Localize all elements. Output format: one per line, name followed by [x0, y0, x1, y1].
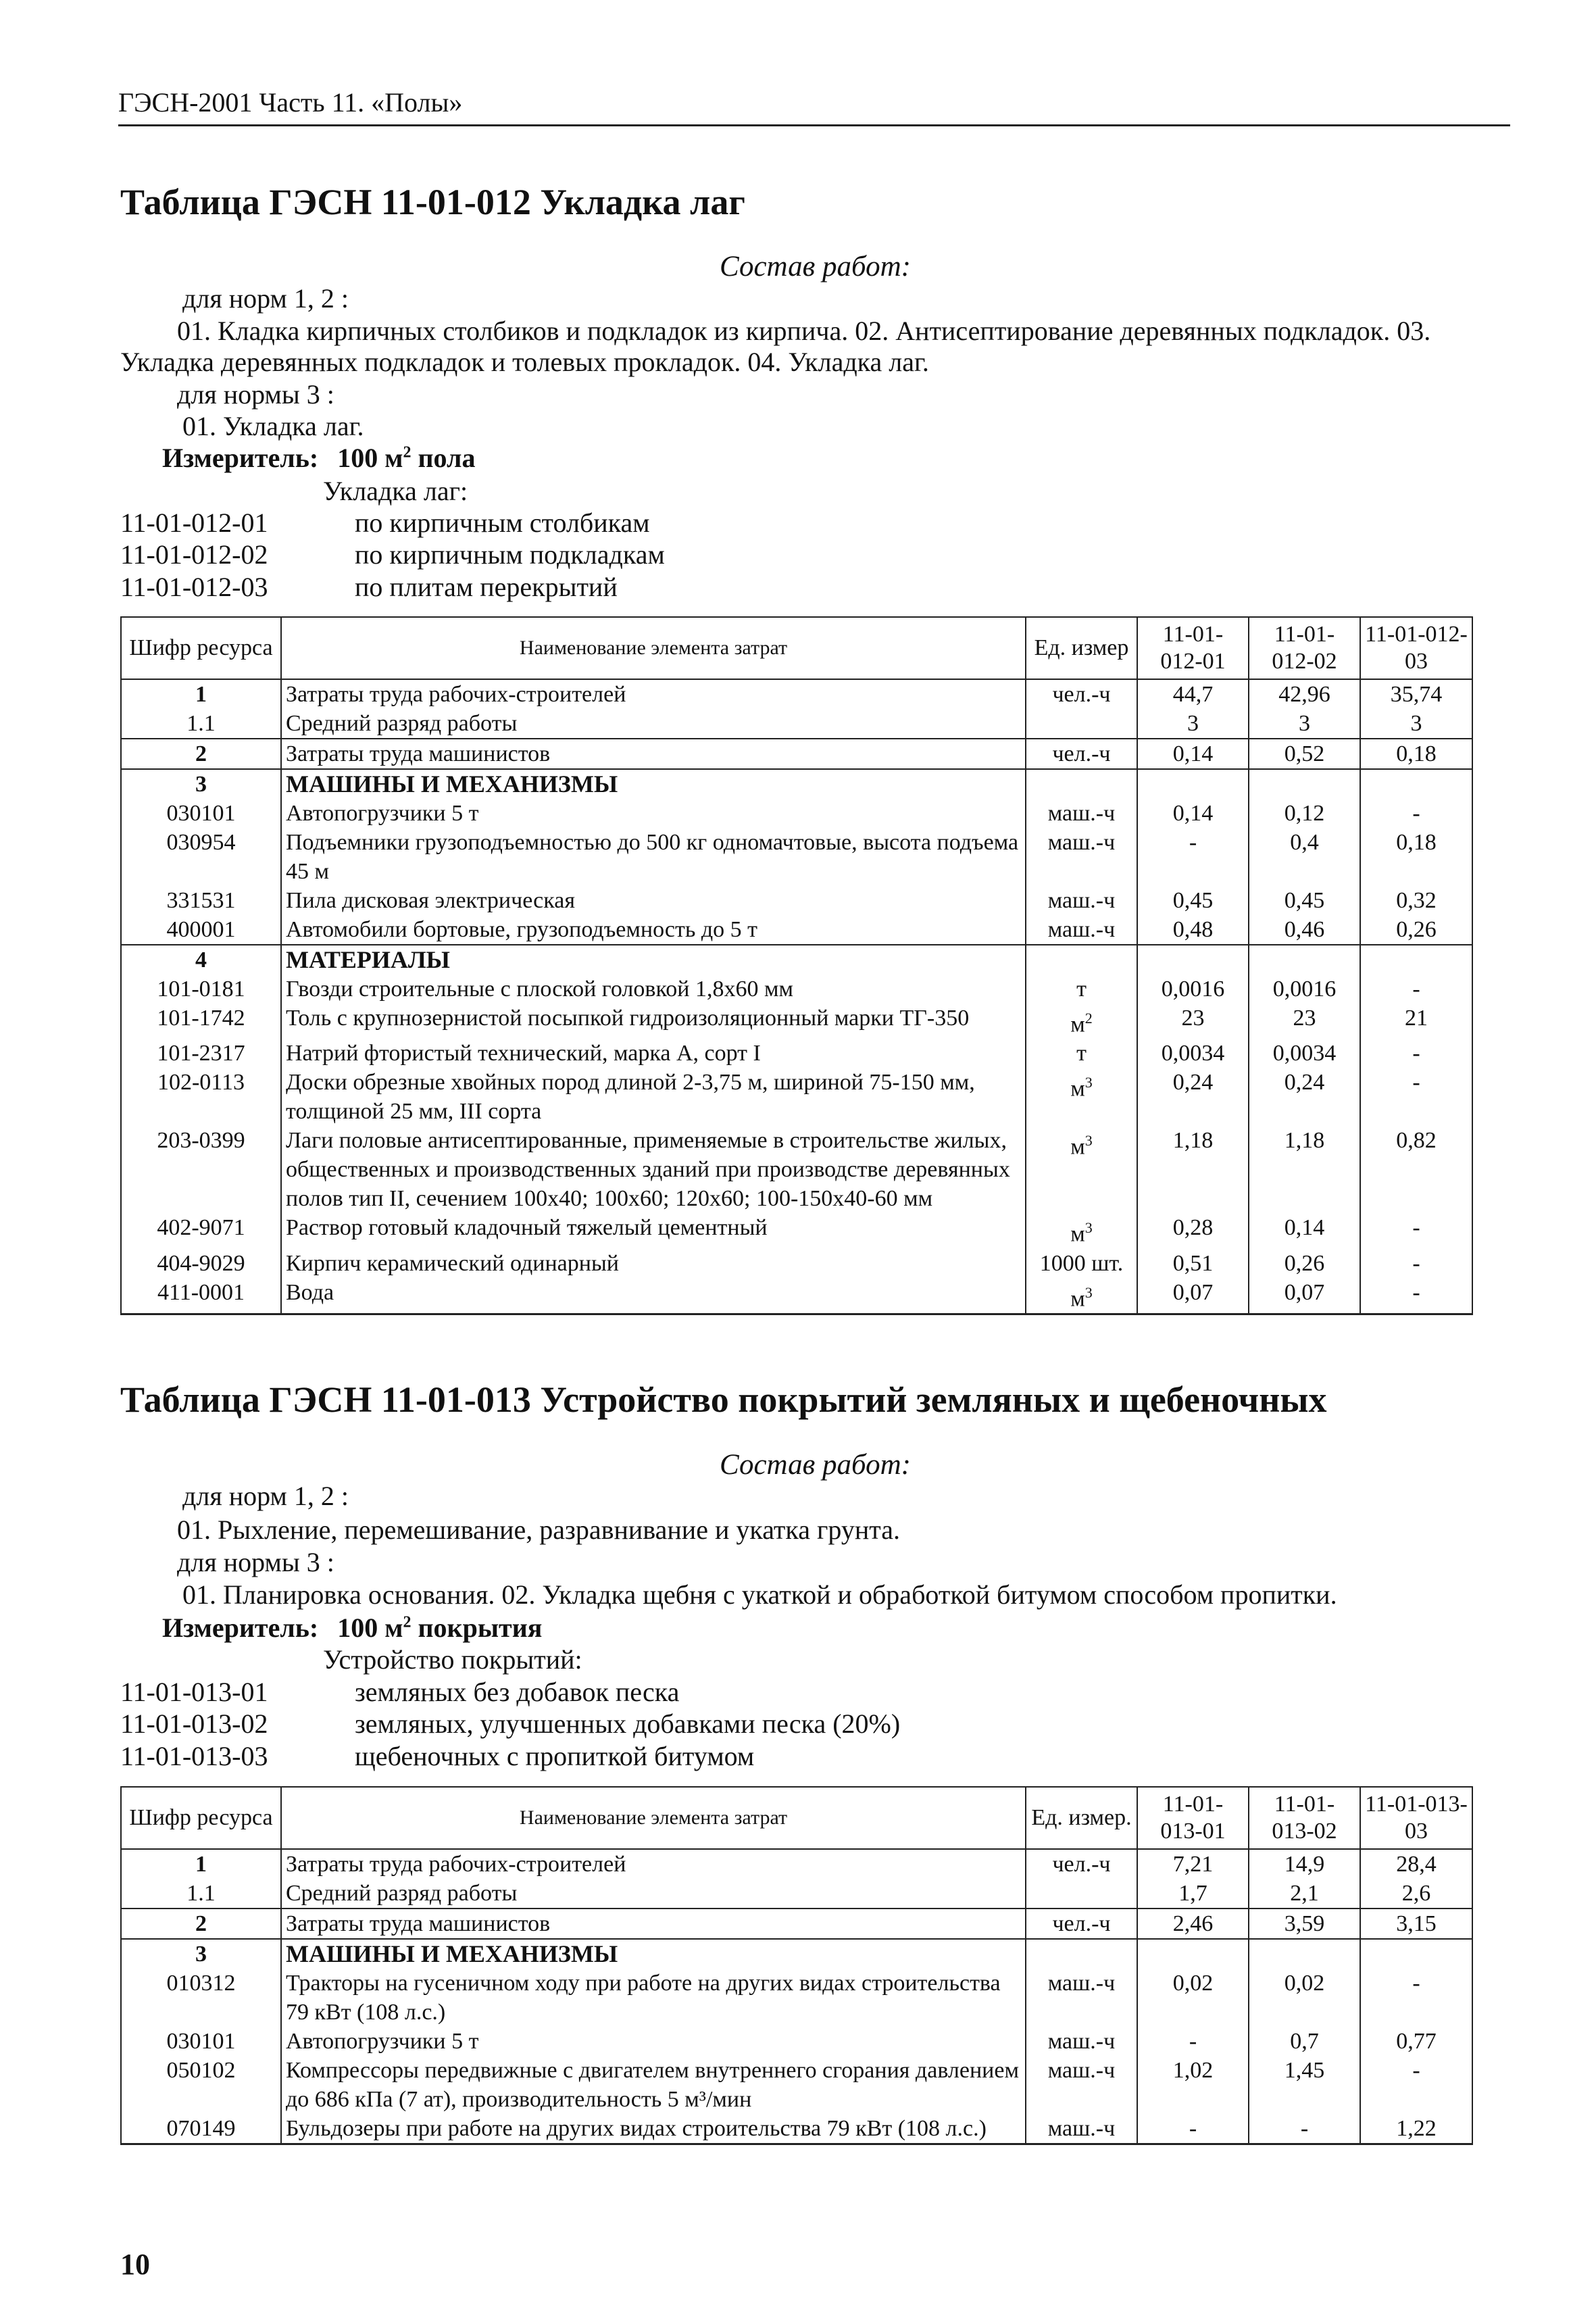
cell-norm-value: 0,26: [1360, 915, 1472, 945]
table-row: [121, 828, 1472, 886]
cell-norm-value: -: [1360, 1969, 1472, 2027]
cell-resource-code: 1: [121, 679, 281, 709]
cell-cost-element-name: МАТЕРИАЛЫ: [281, 945, 1026, 975]
unit-text: м: [1070, 1221, 1085, 1247]
unit-text: чел.-ч: [1052, 1852, 1111, 1877]
resource-table-2: [120, 1786, 1473, 2145]
unit-superscript: 3: [1084, 1283, 1093, 1301]
cell-resource-code: 411-0001: [121, 1278, 281, 1314]
cell-norm-value: 1,7: [1137, 1879, 1249, 1909]
cell-unit: [1026, 1039, 1137, 1068]
unit-superscript: 2: [1084, 1010, 1093, 1027]
col-header-name: Наименование элемента затрат: [281, 617, 1026, 679]
cell-norm-value: 0,28: [1137, 1213, 1249, 1248]
cell-norm-value: 3: [1249, 709, 1360, 739]
cell-resource-code: 404-9029: [121, 1249, 281, 1278]
cell-unit: [1026, 2027, 1137, 2056]
unit-text: т: [1076, 977, 1087, 1002]
cell-resource-code: 010312: [121, 1969, 281, 2027]
t1-norm-desc: по кирпичным подкладкам: [355, 539, 665, 570]
cell-norm-value: 14,9: [1249, 1849, 1360, 1879]
cell-norm-value: 0,02: [1249, 1969, 1360, 2027]
cell-unit: [1026, 1068, 1137, 1126]
cell-cost-element-name: Автопогрузчики 5 т: [281, 799, 1026, 828]
cell-norm-value: [1137, 769, 1249, 799]
unit-text: маш.-ч: [1047, 917, 1116, 942]
cell-norm-value: -: [1360, 1068, 1472, 1126]
cell-cost-element-name: Компрессоры передвижные с двигателем внутреннего сгорания давлением до 686 кПа (7 ат), производительность 5 м³/мин: [281, 2056, 1026, 2114]
cell-norm-value: 0,0034: [1249, 1039, 1360, 1068]
t1-work-line-3: 01. Укладка лаг.: [182, 411, 364, 441]
cell-unit: [1026, 915, 1137, 945]
cell-norm-value: 3: [1360, 709, 1472, 739]
cell-norm-value: 35,74: [1360, 679, 1472, 709]
table-row: [121, 1278, 1472, 1314]
table-row: [121, 679, 1472, 709]
cell-resource-code: 3: [121, 1939, 281, 1969]
cell-norm-value: 0,4: [1249, 828, 1360, 886]
unit-text: м: [1070, 1076, 1085, 1102]
cell-cost-element-name: Гвозди строительные с плоской головкой 1,8х60 мм: [281, 975, 1026, 1004]
table-row: [121, 915, 1472, 945]
cell-norm-value: -: [1137, 2027, 1249, 2056]
table-1-composition-heading: Состав работ:: [720, 251, 911, 282]
cell-norm-value: -: [1360, 975, 1472, 1004]
cell-unit: [1026, 945, 1137, 975]
cell-unit: [1026, 739, 1137, 769]
cell-norm-value: -: [1360, 1039, 1472, 1068]
table-1-title: Таблица ГЭСН 11-01-012 Укладка лаг: [120, 182, 745, 222]
unit-text: маш.-ч: [1047, 1971, 1116, 1996]
cell-norm-value: 0,0034: [1137, 1039, 1249, 1068]
cell-norm-value: 0,24: [1249, 1068, 1360, 1126]
unit-text: маш.-ч: [1047, 2116, 1116, 2141]
cell-cost-element-name: Средний разряд работы: [281, 1879, 1026, 1909]
cell-norm-value: 0,51: [1137, 1249, 1249, 1278]
unit-text: маш.-ч: [1047, 2058, 1116, 2083]
cell-norm-value: -: [1249, 2114, 1360, 2144]
table-row: [121, 769, 1472, 799]
cell-norm-value: -: [1360, 1213, 1472, 1248]
cell-norm-value: 0,12: [1249, 799, 1360, 828]
cell-norm-value: [1249, 769, 1360, 799]
unit-text: чел.-ч: [1052, 741, 1111, 766]
cell-cost-element-name: Затраты труда машинистов: [281, 1909, 1026, 1939]
t1-work-line-1: 01. Кладка кирпичных столбиков и подкладок из кирпича. 02. Антисептирование деревянных подкладок. 03.: [177, 316, 1431, 346]
cell-norm-value: 0,45: [1249, 886, 1360, 915]
cell-resource-code: 030101: [121, 799, 281, 828]
cell-norm-value: 1,18: [1249, 1126, 1360, 1213]
cell-resource-code: 1: [121, 1849, 281, 1879]
cell-norm-value: 3,15: [1360, 1909, 1472, 1939]
cell-norm-value: 3: [1137, 709, 1249, 739]
cell-cost-element-name: МАШИНЫ И МЕХАНИЗМЫ: [281, 1939, 1026, 1969]
cell-resource-code: 2: [121, 1909, 281, 1939]
unit-text: м: [1070, 1134, 1085, 1160]
table-row: [121, 2027, 1472, 2056]
cell-norm-value: 0,48: [1137, 915, 1249, 945]
t1-meter: Измеритель: 100 $м^2$ пола: [162, 443, 476, 473]
t2-norm-desc: земляных без добавок песка: [355, 1677, 680, 1707]
cell-norm-value: [1249, 945, 1360, 975]
cell-unit: [1026, 2056, 1137, 2114]
unit-text: маш.-ч: [1047, 830, 1116, 855]
t2-norm-code: 11-01-013-02: [120, 1708, 268, 1739]
cell-norm-value: 0,26: [1249, 1249, 1360, 1278]
cell-norm-value: 1,02: [1137, 2056, 1249, 2114]
cell-norm-value: 0,82: [1360, 1126, 1472, 1213]
cell-unit: [1026, 1278, 1137, 1314]
cell-cost-element-name: Подъемники грузоподъемностью до 500 кг одномачтовые, высота подъема 45 м: [281, 828, 1026, 886]
cell-unit: [1026, 1249, 1137, 1278]
cell-unit: [1026, 1849, 1137, 1879]
cell-resource-code: 030954: [121, 828, 281, 886]
cell-norm-value: 0,45: [1137, 886, 1249, 915]
cell-cost-element-name: Вода: [281, 1278, 1026, 1314]
table-row: [121, 945, 1472, 975]
cell-norm-value: 0,77: [1360, 2027, 1472, 2056]
cell-norm-value: 0,7: [1249, 2027, 1360, 2056]
cell-resource-code: 050102: [121, 2056, 281, 2114]
cell-norm-value: [1137, 1939, 1249, 1969]
table-row: [121, 1969, 1472, 2027]
t1-work-line-2: Укладка деревянных подкладок и толевых прокладок. 04. Укладка лаг.: [120, 347, 929, 377]
t2-meter: Измеритель: 100 $м^2$ покрытия: [162, 1613, 543, 1643]
table-row: [121, 2114, 1472, 2144]
cell-cost-element-name: Лаги половые антисептированные, применяемые в строительстве жилых, общественных и производственных зданий при производстве деревянных полов тип II, сечением 100х40; 100х60; 120х60; 100-150х40-60 мм: [281, 1126, 1026, 1213]
t2-norm-code: 11-01-013-01: [120, 1677, 268, 1707]
unit-superscript: 3: [1084, 1132, 1093, 1150]
cell-norm-value: 21: [1360, 1004, 1472, 1039]
unit-superscript: 3: [1084, 1074, 1093, 1091]
t1-norm-desc: по кирпичным столбикам: [355, 508, 650, 538]
col-header-unit: Ед. измер: [1026, 617, 1137, 679]
t2-norms-label-1: для норм 1, 2 :: [182, 1481, 349, 1511]
col-header-norm-3: 11-01-012-03: [1360, 617, 1472, 679]
cell-cost-element-name: Затраты труда рабочих-строителей: [281, 1849, 1026, 1879]
table-row: [121, 1249, 1472, 1278]
cell-norm-value: -: [1360, 2056, 1472, 2114]
col-header-name: Наименование элемента затрат: [281, 1787, 1026, 1849]
cell-norm-value: [1360, 945, 1472, 975]
cell-norm-value: 7,21: [1137, 1849, 1249, 1879]
cell-resource-code: 203-0399: [121, 1126, 281, 1213]
cell-cost-element-name: Средний разряд работы: [281, 709, 1026, 739]
cell-norm-value: 0,0016: [1137, 975, 1249, 1004]
cell-norm-value: 1,22: [1360, 2114, 1472, 2144]
table-2-title: Таблица ГЭСН 11-01-013 Устройство покрытий земляных и щебеночных: [120, 1379, 1327, 1420]
cell-norm-value: 3,59: [1249, 1909, 1360, 1939]
col-header-norm-2: 11-01-013-02: [1249, 1787, 1360, 1849]
page-number: 10: [120, 2248, 150, 2281]
t1-norms-label-2: для нормы 3 :: [177, 379, 334, 410]
cell-unit: [1026, 769, 1137, 799]
table-row: [121, 1004, 1472, 1039]
cell-cost-element-name: МАШИНЫ И МЕХАНИЗМЫ: [281, 769, 1026, 799]
table-row: [121, 709, 1472, 739]
cell-norm-value: 0,18: [1360, 828, 1472, 886]
cell-cost-element-name: Раствор готовый кладочный тяжелый цементный: [281, 1213, 1026, 1248]
t2-norm-desc: щебеночных с пропиткой битумом: [355, 1741, 755, 1771]
cell-resource-code: 4: [121, 945, 281, 975]
unit-text: маш.-ч: [1047, 888, 1116, 913]
cell-unit: [1026, 886, 1137, 915]
cell-norm-value: -: [1137, 828, 1249, 886]
resource-table-1: [120, 616, 1473, 1315]
cell-cost-element-name: Автопогрузчики 5 т: [281, 2027, 1026, 2056]
table-row: [121, 975, 1472, 1004]
t2-norm-code: 11-01-013-03: [120, 1741, 268, 1771]
t1-norm-code: 11-01-012-02: [120, 539, 268, 570]
cell-norm-value: 0,07: [1249, 1278, 1360, 1314]
cell-norm-value: 2,6: [1360, 1879, 1472, 1909]
running-header: ГЭСН-2001 Часть 11. «Полы»: [118, 87, 463, 118]
cell-cost-element-name: Затраты труда машинистов: [281, 739, 1026, 769]
cell-norm-value: 0,14: [1249, 1213, 1360, 1248]
unit-text: м: [1070, 1012, 1085, 1037]
cell-norm-value: -: [1360, 1249, 1472, 1278]
cell-resource-code: 402-9071: [121, 1213, 281, 1248]
t1-subheading: Укладка лаг:: [323, 476, 468, 506]
t2-norm-desc: земляных, улучшенных добавками песка (20%): [355, 1708, 901, 1739]
cell-cost-element-name: Тракторы на гусеничном ходу при работе на других видах строительства 79 кВт (108 л.с.): [281, 1969, 1026, 2027]
table-row: [121, 739, 1472, 769]
cell-norm-value: 0,0016: [1249, 975, 1360, 1004]
col-header-code: Шифр ресурса: [121, 617, 281, 679]
t2-norms-label-2: для нормы 3 :: [177, 1547, 334, 1577]
unit-text: маш.-ч: [1047, 2029, 1116, 2054]
table-row: [121, 1909, 1472, 1939]
table-row: [121, 2056, 1472, 2114]
cell-norm-value: 0,14: [1137, 739, 1249, 769]
unit-text: м: [1070, 1285, 1085, 1311]
cell-norm-value: 0,24: [1137, 1068, 1249, 1126]
unit-text: маш.-ч: [1047, 801, 1116, 826]
table-row: [121, 799, 1472, 828]
cell-cost-element-name: Затраты труда рабочих-строителей: [281, 679, 1026, 709]
cell-unit: [1026, 1909, 1137, 1939]
cell-norm-value: -: [1137, 2114, 1249, 2144]
cell-norm-value: -: [1360, 799, 1472, 828]
cell-norm-value: -: [1360, 1278, 1472, 1314]
cell-resource-code: 1.1: [121, 709, 281, 739]
cell-resource-code: 3: [121, 769, 281, 799]
t2-work-line-2: 01. Планировка основания. 02. Укладка щебня с укаткой и обработкой битумом способом пропитки.: [182, 1579, 1337, 1610]
unit-superscript: 3: [1084, 1219, 1093, 1237]
col-header-norm-1: 11-01-012-01: [1137, 617, 1249, 679]
cell-resource-code: 102-0113: [121, 1068, 281, 1126]
cell-unit: [1026, 1939, 1137, 1969]
col-header-norm-2: 11-01-012-02: [1249, 617, 1360, 679]
cell-resource-code: 101-0181: [121, 975, 281, 1004]
cell-unit: [1026, 975, 1137, 1004]
table-row: [121, 1213, 1472, 1248]
cell-unit: [1026, 1126, 1137, 1213]
cell-cost-element-name: Пила дисковая электрическая: [281, 886, 1026, 915]
cell-resource-code: 070149: [121, 2114, 281, 2144]
t1-norm-code: 11-01-012-03: [120, 572, 268, 602]
col-header-norm-3: 11-01-013-03: [1360, 1787, 1472, 1849]
cell-resource-code: 400001: [121, 915, 281, 945]
cell-unit: [1026, 1879, 1137, 1909]
unit-text: чел.-ч: [1052, 682, 1111, 707]
cell-cost-element-name: Бульдозеры при работе на других видах строительства 79 кВт (108 л.с.): [281, 2114, 1026, 2144]
cell-cost-element-name: Доски обрезные хвойных пород длиной 2-3,75 м, шириной 75-150 мм, толщиной 25 мм, III сорта: [281, 1068, 1026, 1126]
cell-norm-value: 23: [1137, 1004, 1249, 1039]
cell-norm-value: 1,18: [1137, 1126, 1249, 1213]
cell-norm-value: 44,7: [1137, 679, 1249, 709]
t1-norm-desc: по плитам перекрытий: [355, 572, 618, 602]
unit-text: т: [1076, 1041, 1087, 1066]
cell-unit: [1026, 1969, 1137, 2027]
table-row: [121, 1849, 1472, 1879]
cell-norm-value: 23: [1249, 1004, 1360, 1039]
cell-unit: [1026, 799, 1137, 828]
cell-norm-value: 0,18: [1360, 739, 1472, 769]
cell-norm-value: 28,4: [1360, 1849, 1472, 1879]
table-row: [121, 1039, 1472, 1068]
cell-resource-code: 2: [121, 739, 281, 769]
cell-cost-element-name: Толь с крупнозернистой посыпкой гидроизоляционный марки ТГ-350: [281, 1004, 1026, 1039]
cell-cost-element-name: Натрий фтористый технический, марка А, сорт I: [281, 1039, 1026, 1068]
cell-resource-code: 030101: [121, 2027, 281, 2056]
unit-text: чел.-ч: [1052, 1911, 1111, 1936]
cell-cost-element-name: Автомобили бортовые, грузоподъемность до 5 т: [281, 915, 1026, 945]
t1-norms-label-1: для норм 1, 2 :: [182, 283, 349, 314]
table-row: [121, 1126, 1472, 1213]
table-2-composition-heading: Состав работ:: [720, 1449, 911, 1481]
t2-work-line-1: 01. Рыхление, перемешивание, разравнивание и укатка грунта.: [177, 1515, 900, 1545]
t2-subheading: Устройство покрытий:: [323, 1644, 582, 1675]
col-header-norm-1: 11-01-013-01: [1137, 1787, 1249, 1849]
cell-norm-value: 1,45: [1249, 2056, 1360, 2114]
cell-resource-code: 331531: [121, 886, 281, 915]
cell-resource-code: 101-2317: [121, 1039, 281, 1068]
cell-norm-value: [1137, 945, 1249, 975]
cell-unit: [1026, 709, 1137, 739]
cell-norm-value: 2,46: [1137, 1909, 1249, 1939]
cell-norm-value: 0,32: [1360, 886, 1472, 915]
table-row: [121, 886, 1472, 915]
cell-norm-value: 0,02: [1137, 1969, 1249, 2027]
cell-resource-code: 1.1: [121, 1879, 281, 1909]
table-row: [121, 1879, 1472, 1909]
t1-norm-code: 11-01-012-01: [120, 508, 268, 538]
col-header-code: Шифр ресурса: [121, 1787, 281, 1849]
cell-unit: [1026, 1004, 1137, 1039]
cell-norm-value: 2,1: [1249, 1879, 1360, 1909]
cell-norm-value: [1249, 1939, 1360, 1969]
header-rule: [118, 124, 1510, 126]
cell-unit: [1026, 2114, 1137, 2144]
table-row: [121, 1068, 1472, 1126]
cell-unit: [1026, 679, 1137, 709]
cell-norm-value: 0,46: [1249, 915, 1360, 945]
cell-norm-value: [1360, 1939, 1472, 1969]
cell-unit: [1026, 1213, 1137, 1248]
col-header-unit: Ед. измер.: [1026, 1787, 1137, 1849]
cell-unit: [1026, 828, 1137, 886]
cell-norm-value: 0,14: [1137, 799, 1249, 828]
cell-norm-value: [1360, 769, 1472, 799]
cell-norm-value: 42,96: [1249, 679, 1360, 709]
cell-cost-element-name: Кирпич керамический одинарный: [281, 1249, 1026, 1278]
cell-resource-code: 101-1742: [121, 1004, 281, 1039]
table-row: [121, 1939, 1472, 1969]
cell-norm-value: 0,52: [1249, 739, 1360, 769]
cell-norm-value: 0,07: [1137, 1278, 1249, 1314]
unit-text: 1000 шт.: [1039, 1250, 1124, 1276]
